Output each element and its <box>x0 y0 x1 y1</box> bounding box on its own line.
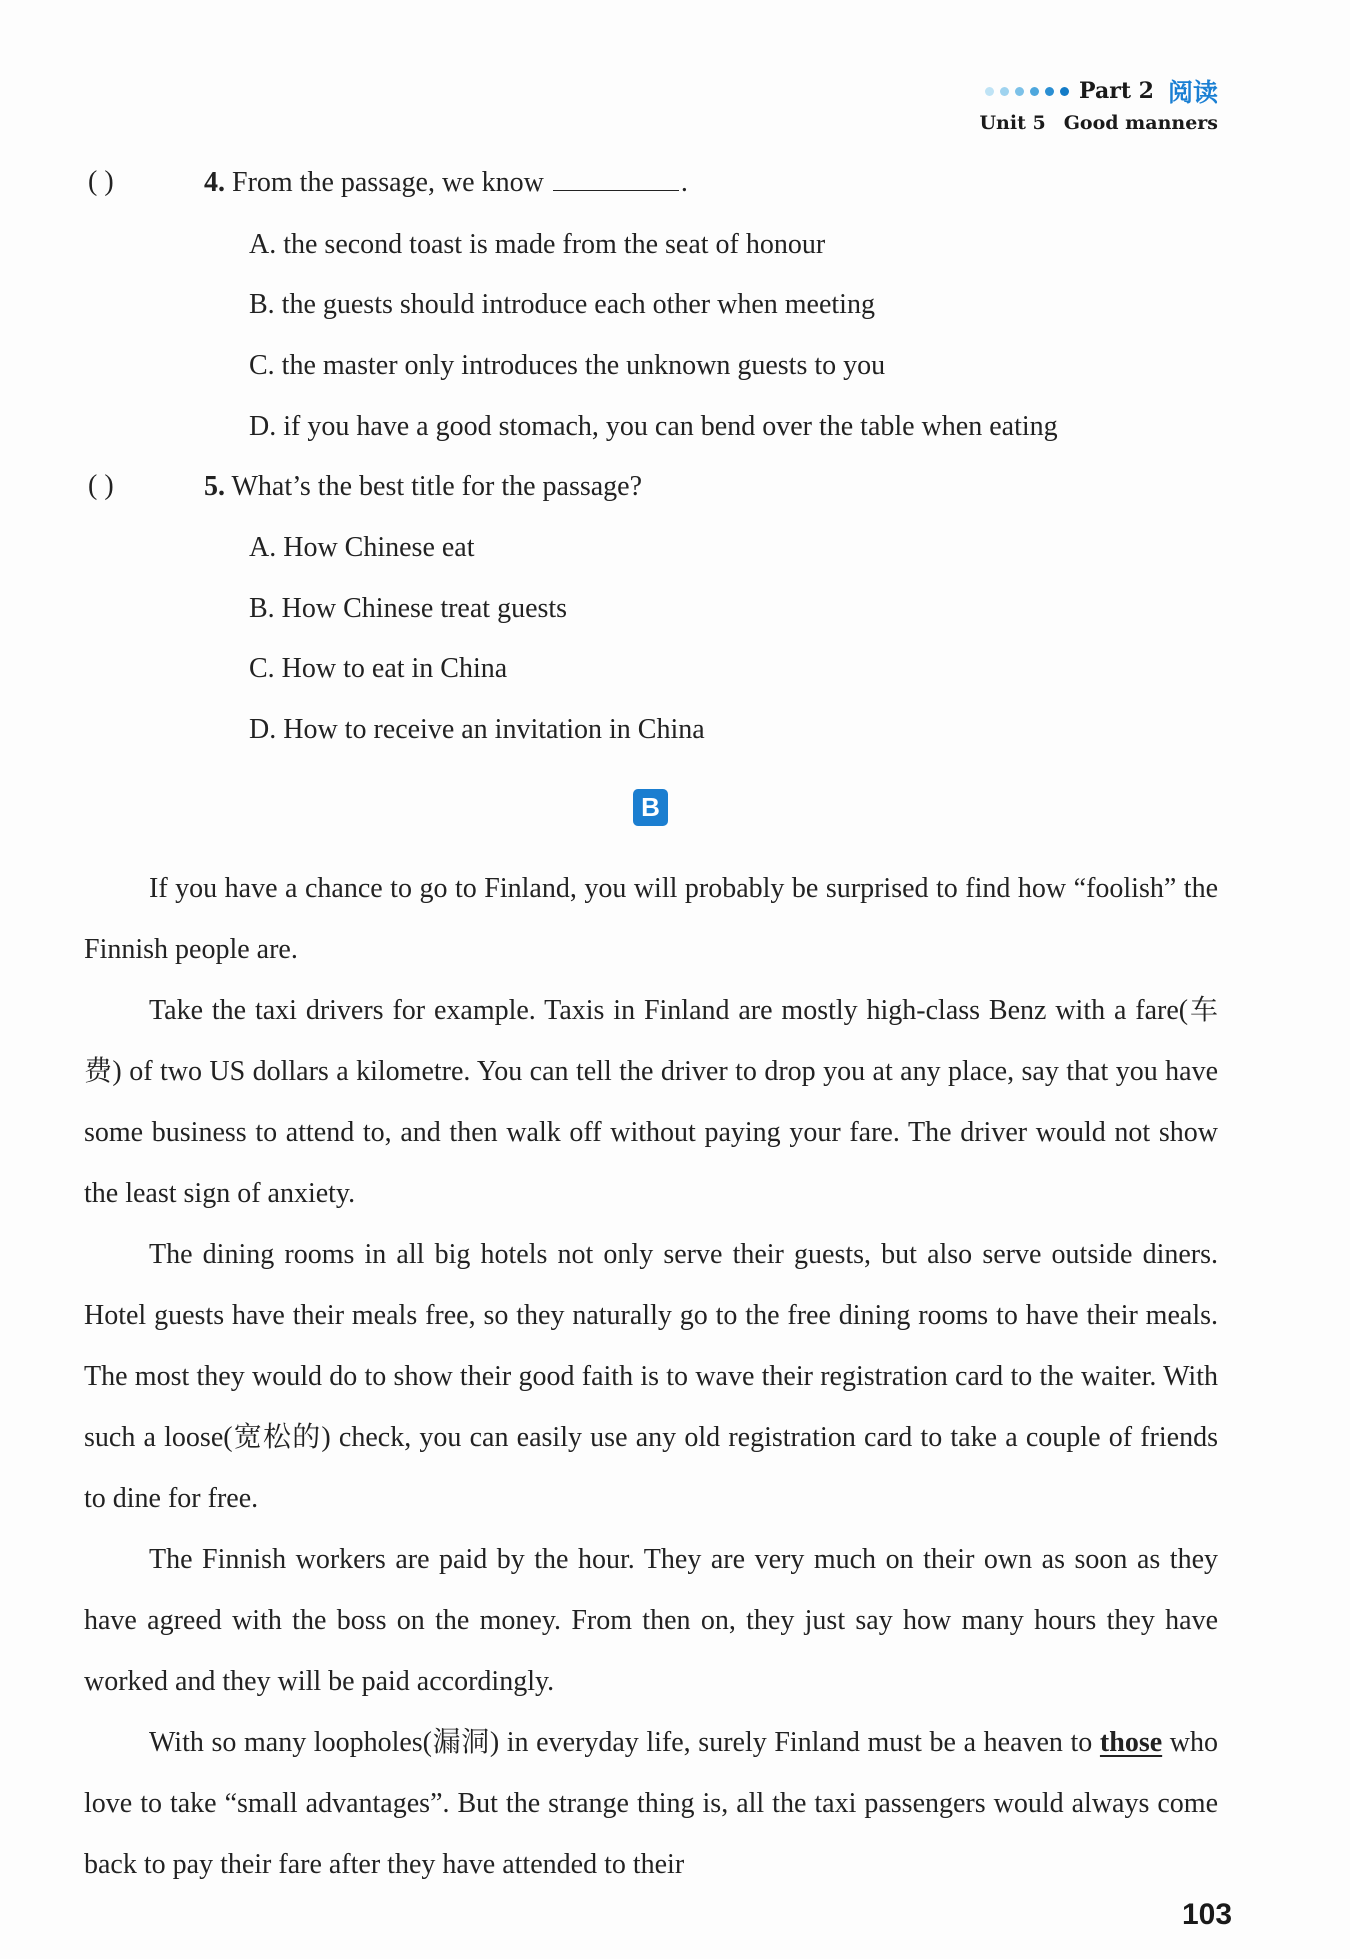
passage-paragraph-1: If you have a chance to go to Finland, you will probably be surprised to find how “foolish” the Finnish people are. <box>84 873 1218 965</box>
question-text: What’s the best title for the passage? <box>231 471 643 502</box>
answer-blank <box>553 168 679 191</box>
decorative-dots <box>985 87 1069 96</box>
option-4b[interactable]: B. the guests should introduce each other when meeting <box>249 289 875 320</box>
answer-paren-q5[interactable]: ( ) <box>88 470 114 501</box>
reading-passage <box>84 858 1218 1895</box>
page-number: 103 <box>1182 1898 1233 1931</box>
page-header <box>979 74 1218 134</box>
section-badge: B <box>633 789 668 826</box>
question-5-stem <box>204 470 642 504</box>
question-text: From the passage, we know <box>232 167 544 198</box>
option-5a[interactable]: A. How Chinese eat <box>249 532 475 563</box>
passage-paragraph-4: The Finnish workers are paid by the hour. They are very much on their own as soon as they have agreed with the boss on the money. From then on, they just say how many hours they have worked and they will be paid accordingly. <box>84 1544 1218 1697</box>
paragraph-5-part-b: who love to take “small advantages”. But the strange thing is, all the taxi passengers would always come back to pay their fare after they have attended to their <box>84 1727 1218 1880</box>
question-number: 4. <box>204 167 225 198</box>
underlined-word: those <box>1099 1727 1163 1758</box>
part-label: Part 2 <box>1079 78 1154 104</box>
dot-icon <box>1060 87 1069 96</box>
unit-label: Unit 5 <box>979 112 1046 134</box>
passage-paragraph-3: The dining rooms in all big hotels not only serve their guests, but also serve outside diners. Hotel guests have their meals free, so they naturally go to the free dining rooms to have their meals. The most they would do to show their good faith is to wave their registration card to the waiter. With such a loose(宽松的) check, you can easily use any old registration card to take a couple of friends to dine for free. <box>84 1239 1218 1514</box>
option-4a[interactable]: A. the second toast is made from the seat of honour <box>249 229 826 260</box>
option-5c[interactable]: C. How to eat in China <box>249 653 508 684</box>
unit-topic: Good manners <box>1063 112 1218 134</box>
dot-icon <box>1045 87 1054 96</box>
dot-icon <box>1030 87 1039 96</box>
option-5b[interactable]: B. How Chinese treat guests <box>249 593 568 624</box>
answer-paren-q4[interactable]: ( ) <box>88 166 114 197</box>
paragraph-5-part-a: With so many loopholes(漏洞) in everyday life, surely Finland must be a heaven to <box>149 1727 1093 1758</box>
dot-icon <box>985 87 994 96</box>
header-top-row <box>979 74 1218 108</box>
dot-icon <box>1015 87 1024 96</box>
option-4d[interactable]: D. if you have a good stomach, you can bend over the table when eating <box>249 411 1058 442</box>
unit-line <box>979 112 1218 134</box>
option-4c[interactable]: C. the master only introduces the unknown guests to you <box>249 350 886 381</box>
passage-paragraph-5 <box>84 1712 1218 1895</box>
section-label: 阅读 <box>1167 78 1218 107</box>
dot-icon <box>1000 87 1009 96</box>
question-number: 5. <box>204 471 225 502</box>
question-end: . <box>680 167 688 198</box>
passage-paragraph-2: Take the taxi drivers for example. Taxis in Finland are mostly high-class Benz with a fare(车费) of two US dollars a kilometre. You can tell the driver to drop you at any place, say that you have some business to attend to, and then walk off without paying your fare. The driver would not show the least sign of anxiety. <box>84 995 1218 1209</box>
question-4-stem <box>204 166 688 200</box>
option-5d[interactable]: D. How to receive an invitation in China <box>249 714 705 745</box>
